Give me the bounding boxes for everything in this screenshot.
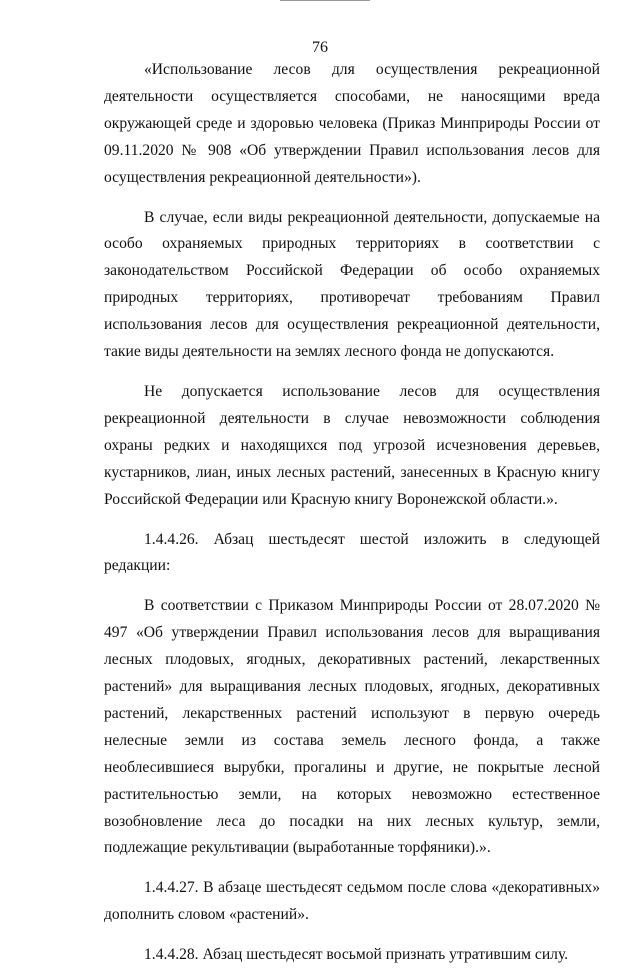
document-body [104,57,600,969]
paragraph-item-1-4-4-26: 1.4.4.26. Абзац шестьдесят шестой изложить в следующей редакции: [104,530,600,575]
paragraph-item-1-4-4-28: 1.4.4.28. Абзац шестьдесят восьмой признать утратившим силу. [144,946,569,964]
paragraph-item-1-4-4-27: 1.4.4.27. В абзаце шестьдесят седьмом после слова «декоративных» дополнить словом «растений». [104,879,600,924]
page-number: 76 [312,39,328,56]
paragraph-red-book: Не допускается использование лесов для осуществления рекреационной деятельности в случае невозможности соблюдения охраны редких и находящихся под угрозой исчезновения деревьев, кустарников, лиан, иных лесных растений, занесенных в Красную книгу Российской Федерации или Красную книгу Воронежской области.». [104,382,600,508]
paragraph-recreation-methods: «Использование лесов для осуществления рекреационной деятельности осуществляется способами, не наносящими вреда окружающей среде и здоровью человека (Приказ Минприроды России от 09.11.2020 № 908 «Об утверждении Правил использования лесов для осуществления рекреационной деятельности»). [104,61,600,186]
paragraph-cultivation-rules: В соответствии с Приказом Минприроды России от 28.07.2020 № 497 «Об утверждении Правил использования лесов для выращивания лесных плодовых, ягодных, декоративных растений, лекарственных растений» для выращивания лесных плодовых, ягодных, декоративных растений, лекарственных растений используют в первую очередь нелесные земли из состава земель лесного фонда, а также необлесившиеся вырубки, прогалины и другие, не покрытые лесной растительностью земли, на которых невозможно естественное возобновление леса до посадки на них лесных культур, земли, подлежащие рекультивации (выработанные торфяники).». [104,597,600,857]
top-edge-line [280,0,370,1]
paragraph-protected-territories: В случае, если виды рекреационной деятельности, допускаемые на особо охраняемых природных территориях в соответствии с законодательством Российской Федерации об особо охраняемых природных территориях, противоречат требованиям Правил использования лесов для осуществления рекреационной деятельности, такие виды деятельности на землях лесного фонда не допускаются. [104,208,600,361]
